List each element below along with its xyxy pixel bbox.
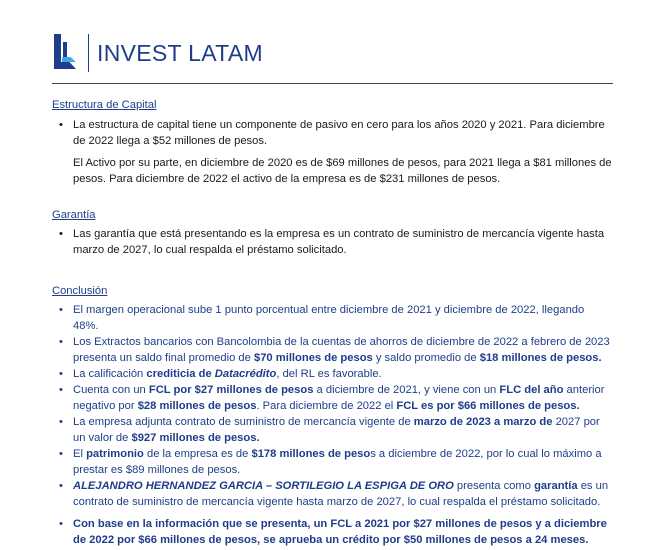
section-title-conclusion: Conclusión xyxy=(52,285,108,297)
bullet-icon: • xyxy=(59,336,63,348)
list-item xyxy=(52,446,612,478)
conclusion-item-5: La empresa adjunta contrato de suministro de mercancía vigente de marzo de 2023 a marzo de 2027 por un valor de $927 millones de pesos. xyxy=(73,416,600,444)
invest-latam-logo-icon xyxy=(52,34,80,72)
bullet-icon: • xyxy=(59,304,63,316)
conclusion-item-7: ALEJANDRO HERNANDEZ GARCIA – SORTILEGIO LA ESPIGA DE ORO presenta como garantía es un contrato de suministro de mercancía vigente hasta marzo de 2027, lo cual respalda el préstamo solicitado. xyxy=(73,480,609,508)
conclusion-list xyxy=(52,302,612,548)
bullet-icon: • xyxy=(59,368,63,380)
bullet-icon: • xyxy=(59,384,63,396)
list-item xyxy=(52,302,612,334)
section-title-estructura: Estructura de Capital xyxy=(52,99,157,111)
list-item xyxy=(52,366,612,382)
bullet-icon: • xyxy=(59,448,63,460)
conclusion-item-8: Con base en la información que se presenta, un FCL a 2021 por $27 millones de pesos y a diciembre de 2022 por $66 millones de pesos, se aprueba un crédito por $50 millones de pesos a 24 meses. xyxy=(73,518,607,546)
list-item xyxy=(52,382,612,414)
bullet-icon: • xyxy=(59,480,63,492)
section-title-garantia: Garantía xyxy=(52,209,96,221)
conclusion-item-3: La calificación crediticia de Datacrédito, del RL es favorable. xyxy=(73,368,382,380)
conclusion-item-4: Cuenta con un FCL por $27 millones de pesos a diciembre de 2021, y viene con un FLC del año anterior negativo por $28 millones de pesos. Para diciembre de 2022 el FCL es por $66 millones de pesos. xyxy=(73,384,605,412)
estructura-paragraph: El Activo por su parte, en diciembre de 2020 es de $69 millones de pesos, para 2021 llega a $81 millones de pesos. Para diciembre de 2022 el activo de la empresa es de $231 millones de pesos. xyxy=(73,157,612,185)
conclusion-item-6: El patrimonio de la empresa es de $178 millones de pesos a diciembre de 2022, por lo cual lo máximo a prestar es $89 millones de pesos. xyxy=(73,448,602,476)
list-item xyxy=(52,478,612,510)
header xyxy=(52,32,263,74)
conclusion-item-2: Los Extractos bancarios con Bancolombia de la cuentas de ahorros de diciembre de 2022 a febrero de 2023 presenta un saldo final promedio de $70 millones de pesos y saldo promedio de $18 millones de pesos. xyxy=(73,336,610,364)
bullet-icon: • xyxy=(59,416,63,428)
estructura-bullet-text: La estructura de capital tiene un componente de pasivo en cero para los años 2020 y 2021. Para diciembre de 2022 llega a $52 millones de pesos. xyxy=(73,119,605,147)
list-item xyxy=(52,334,612,366)
bullet-icon: • xyxy=(59,518,63,530)
bullet-icon: • xyxy=(59,119,63,131)
garantia-bullet-text: Las garantía que está presentando es la empresa es un contrato de suministro de mercancía vigente hasta marzo de 2027, lo cual respalda el préstamo solicitado. xyxy=(73,228,605,256)
list-item xyxy=(52,516,612,548)
list-item xyxy=(52,117,612,149)
list-item xyxy=(52,414,612,446)
bullet-icon: • xyxy=(59,228,63,240)
estructura-block xyxy=(52,117,612,187)
brand-name: INVEST LATAM xyxy=(97,40,263,66)
garantia-block xyxy=(52,226,612,258)
header-divider xyxy=(88,34,89,72)
header-rule xyxy=(52,83,613,84)
conclusion-item-1: El margen operacional sube 1 punto porcentual entre diciembre de 2021 y diciembre de 2022, llegando 48%. xyxy=(73,304,585,332)
list-item xyxy=(52,226,612,258)
